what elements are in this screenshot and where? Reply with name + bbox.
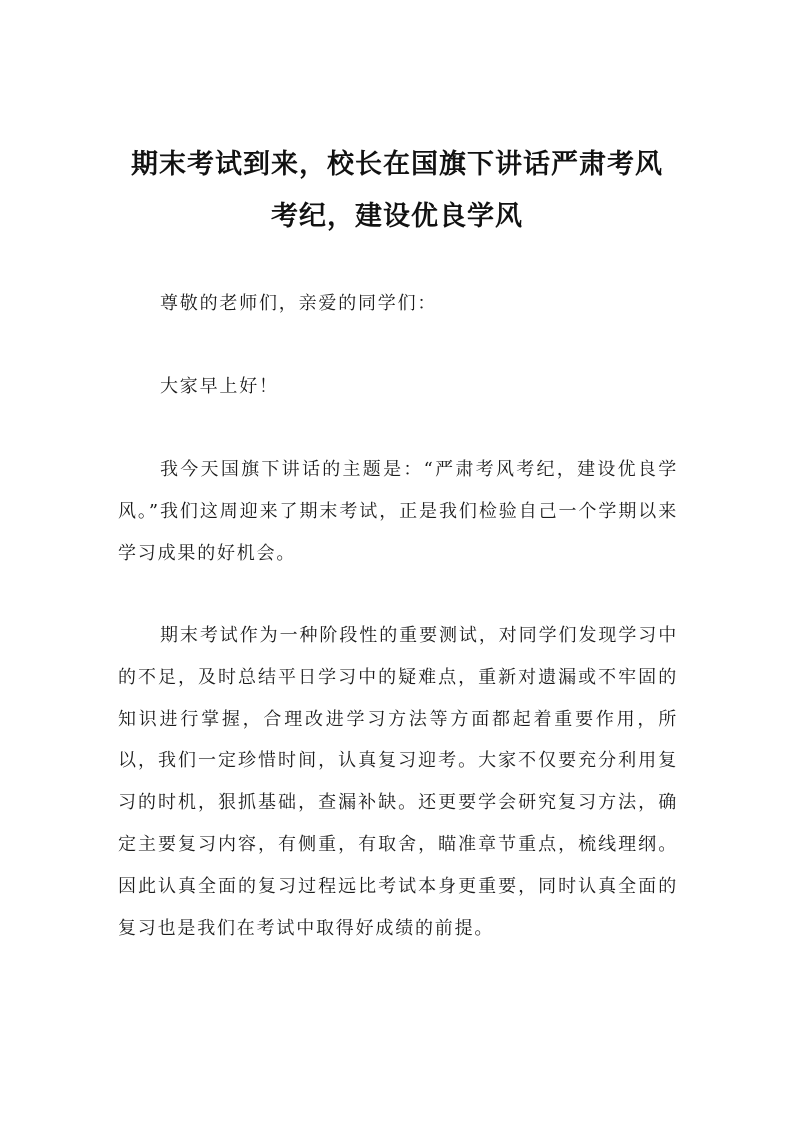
paragraph-speech-topic: 我今天国旗下讲话的主题是：“严肃考风考纪，建设优良学风。”我们这周迎来了期末考试，正是我们检验自己一个学期以来学习成果的好机会。	[118, 459, 678, 564]
document-title	[112, 139, 682, 243]
title-line-2: 考纪，建设优良学风	[271, 201, 523, 233]
paragraph-good-morning: 大家早上好！	[160, 376, 279, 397]
title-line-1: 期末考试到来，校长在国旗下讲话严肃考风	[131, 149, 663, 181]
paragraph-greeting: 尊敬的老师们，亲爱的同学们：	[160, 293, 438, 314]
paragraph-exam-review: 期末考试作为一种阶段性的重要测试，对同学们发现学习中的不足，及时总结平日学习中的疑难点，重新对遗漏或不牢固的知识进行掌握，合理改进学习方法等方面都起着重要作用，所以，我们一定珍惜时间，认真复习迎考。大家不仅要充分利用复习的时机，狠抓基础，查漏补缺。还更要学会研究复习方法，确定主要复习内容，有侧重，有取舍，瞄准章节重点，梳线理纲。因此认真全面的复习过程远比考试本身更重要，同时认真全面的复习也是我们在考试中取得好成绩的前提。	[118, 625, 678, 939]
